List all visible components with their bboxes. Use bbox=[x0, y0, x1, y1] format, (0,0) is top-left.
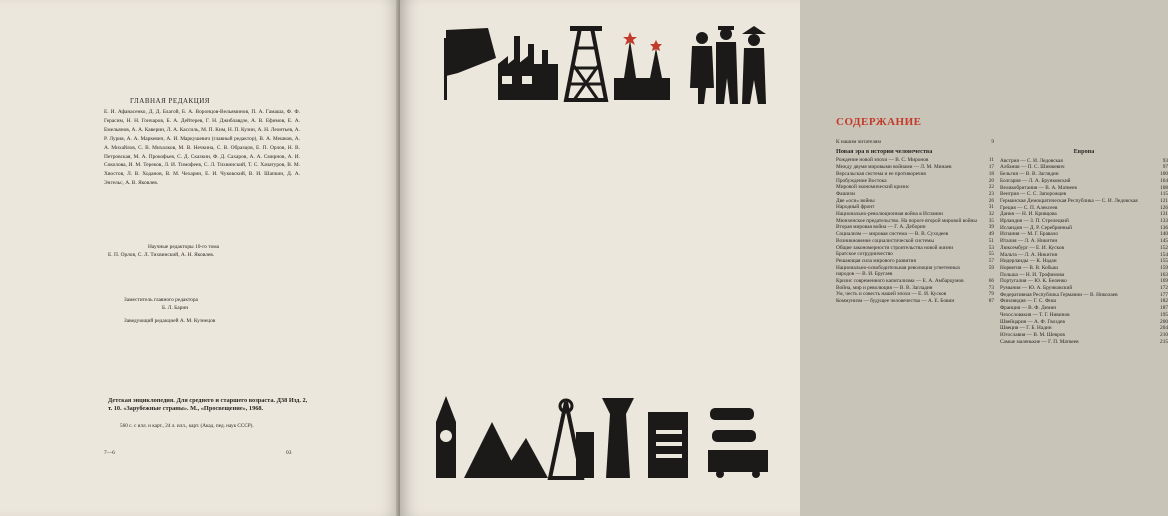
contents-entry-page: 108 bbox=[1160, 184, 1168, 191]
contents-entry-page: 55 bbox=[988, 251, 994, 258]
contents-entry bbox=[836, 258, 994, 265]
contents-entry-title: Португалия — Ю. К. Беленко bbox=[1000, 278, 1067, 285]
contents-entry bbox=[836, 231, 994, 238]
contents-entry-title: Социализм — мировая система — В. В. Суходеев bbox=[836, 231, 949, 238]
science-editors bbox=[108, 243, 298, 259]
contents-entry-title: Версальская система и ее противоречия bbox=[836, 170, 926, 177]
contents-entry-page: 172 bbox=[1160, 285, 1168, 292]
contents-entry bbox=[836, 171, 994, 178]
contents-column-1 bbox=[836, 139, 994, 305]
contents-entry bbox=[836, 139, 994, 146]
editorial-board-list: Е. И. Афанасенко, Д. Д. Благой, Б. А. Воронцов-Вельяминов, П. А. Гамаша, Ф. Ф. Герасим, Н. Н. Гончаров, Б. А. Дейтерев, Г. Н. Джиблавдзе, А. В. Ефимов, Е. А. Емельянов, А. А. Каверин, Л. А. Кассиль, М. П. Ким, Н. П. Кузин, А. Н. Леонтьев, А. Р. Лурия, А. А. Маркевич, А. И. Маркушевич (главный редактор), В. А. Мешков, А. А. Михайлов, С. В. Михалков, М. В. Нечкина, С. В. Образцов, Е. П. Орлов, Н. В. Петровская, М. А. Прокофьев, С. Д. Сказкин, Ф. Д. Сахаров, А. А. Смирнов, А. И. Соколова, И. М. Тереков, Л. И. Тимофеев, С. Л. Тихвинский, Т. С. Хачатуров, В. М. Хвостов, Л. В. Ходанов, В. М. Чехарин, Е. И. Чуковский, В. И. Шапкин, Д. А. Энгельс, А. В. Яковлев. bbox=[104, 109, 300, 187]
contents-entry-page: 66 bbox=[988, 278, 994, 285]
contents-entry-page: 204 bbox=[1160, 325, 1168, 332]
contents-entry-title: Ум, честь и совесть нашей эпохи — Е. И. Кусков bbox=[836, 291, 947, 298]
contents-entry-title: Возникновение социалистической системы bbox=[836, 237, 934, 244]
contents-entry bbox=[1000, 298, 1168, 305]
contents-entry-page: 121 bbox=[1160, 197, 1168, 204]
contents-entry-page: 18 bbox=[988, 170, 994, 177]
contents-entry-page: 87 bbox=[988, 298, 994, 305]
deputy-name: Б. Л. Барин bbox=[162, 305, 189, 311]
contents-entry-title: Франция — В. Ф. Демин bbox=[1000, 305, 1057, 312]
industrial-vignette-icon bbox=[436, 18, 776, 110]
contents-entry-page: 140 bbox=[1160, 231, 1168, 238]
contents-entry bbox=[836, 164, 994, 171]
contents-entry-title: Мальта — Л. А. Никитин bbox=[1000, 251, 1058, 258]
science-editors-names: Е. П. Орлов, С. Л. Тихвинский, А. Н. Яковлев. bbox=[108, 252, 215, 258]
contents-entry-title: Пробуждение Востока bbox=[836, 177, 887, 184]
contents-entry-title: Война, мир и революция — В. В. Загладин bbox=[836, 284, 933, 291]
department-head: Заведующий редакцией А. М. Кузнецов bbox=[124, 318, 216, 324]
contents-entry-title: Бельгия — В. В. Заглядин bbox=[1000, 171, 1059, 178]
contents-entry-title: Польша — Н. И. Трофимова bbox=[1000, 271, 1065, 278]
contents-entry bbox=[836, 211, 994, 218]
contents-entry-title: Кризис современного капитализма — Е. А. Амбарцумов bbox=[836, 278, 964, 285]
contents-entry-page: 115 bbox=[1160, 191, 1168, 198]
contents-entry-page: 73 bbox=[988, 284, 994, 291]
contents-entry bbox=[1000, 285, 1168, 292]
contents-entry bbox=[836, 245, 994, 252]
contents-entry bbox=[1000, 332, 1168, 339]
contents-entry-page: 210 bbox=[1160, 331, 1168, 338]
contents-entry-page: 155 bbox=[1160, 258, 1168, 265]
footer-code: 7—6 bbox=[104, 450, 115, 456]
contents-entry bbox=[836, 278, 994, 285]
contents-entry-title: Ирландия — З. П. Стрелецкий bbox=[1000, 218, 1069, 225]
contents-entry-page: 51 bbox=[988, 237, 994, 244]
contents-entry-title: Болгария — Л. А. Брунковский bbox=[1000, 177, 1071, 184]
contents-entry-title: Исландия — Д. Р. Серебрянный bbox=[1000, 224, 1072, 231]
contents-entry-title: Фашизм bbox=[836, 190, 855, 197]
bibliographic-entry: Детская энциклопедия. Для среднего и старшего возраста. Д38 Изд. 2, т. 10. «Зарубежные страны». М., «Просвещение», 1968. bbox=[108, 397, 308, 413]
contents-entry-page: 22 bbox=[988, 184, 994, 191]
contents-section-heading: Европа bbox=[1073, 148, 1095, 155]
contents-entry-title: Люксембург — Е. И. Кусков bbox=[1000, 244, 1064, 251]
right-page bbox=[400, 0, 1168, 516]
contents-entry bbox=[836, 298, 994, 305]
contents-section-heading: Новая эра в истории человечества bbox=[836, 147, 933, 155]
bibliographic-details: 560 с. с илл. и карт., 24 л. илл., карт. (Акад. пед. наук СССР). bbox=[120, 423, 254, 429]
contents-entry bbox=[1000, 325, 1168, 332]
contents-entry-title: Мировой экономический кризис bbox=[836, 184, 910, 191]
contents-entry-title: Мюнхенское предательство. На пороге второй мировой войны bbox=[836, 217, 977, 224]
contents-entry-title: Федеративная Республика Германии — В. Николаев bbox=[1000, 291, 1118, 298]
contents-entry bbox=[1000, 272, 1168, 279]
deputy-label: Заместитель главного редактора bbox=[124, 297, 198, 303]
contents-entry-page: 57 bbox=[988, 257, 994, 264]
contents-entry-page: 26 bbox=[988, 197, 994, 204]
contents-entry-page: 187 bbox=[1160, 305, 1168, 312]
contents-entry-page: 35 bbox=[988, 217, 994, 224]
contents-entry-title: Германская Демократическая Республика — С. И. Ледовская bbox=[1000, 197, 1138, 204]
contents-entry-title: Рождение новой эпохи — В. С. Миронов bbox=[836, 157, 929, 164]
footer-number: 03 bbox=[286, 450, 292, 456]
contents-entry-title: Швеция — Г. Б. Надин bbox=[1000, 325, 1052, 332]
contents-entry-title: Дания — Н. И. Кривцова bbox=[1000, 211, 1057, 218]
contents-entry bbox=[1000, 171, 1168, 178]
contents-entry-page: 163 bbox=[1160, 271, 1168, 278]
contents-entry bbox=[1000, 339, 1168, 346]
contents-entry-title: Коммунизм — будущее человечества — А. Е. Бовин bbox=[836, 298, 955, 305]
contents-entry-title: Испания — М. Г. Бравало bbox=[1000, 231, 1059, 238]
contents-entry-page: 182 bbox=[1160, 298, 1168, 305]
contents-entry bbox=[836, 238, 994, 245]
contents-entry-page: 49 bbox=[988, 231, 994, 238]
contents-entry bbox=[1000, 252, 1168, 259]
contents-entry-title: Народный фронт bbox=[836, 204, 875, 211]
contents-entry bbox=[1000, 292, 1168, 299]
contents-entry bbox=[836, 251, 994, 258]
contents-entry bbox=[836, 184, 994, 191]
left-page bbox=[0, 0, 400, 516]
contents-entry-page: 200 bbox=[1160, 318, 1168, 325]
contents-entry-page: 32 bbox=[988, 211, 994, 218]
contents-entry bbox=[1000, 185, 1168, 192]
contents-entry bbox=[836, 224, 994, 231]
contents-entry-page: 59 bbox=[988, 264, 994, 271]
contents-entry-page: 17 bbox=[988, 164, 994, 171]
contents-entry bbox=[1000, 191, 1168, 198]
contents-entry bbox=[1000, 164, 1168, 171]
contents-entry bbox=[1000, 312, 1168, 319]
contents-entry-page: 126 bbox=[1160, 204, 1168, 211]
contents-title: СОДЕРЖАНИЕ bbox=[836, 116, 922, 128]
contents-entry-page: 177 bbox=[1160, 291, 1168, 298]
contents-entry-title: Греция — С. П. Алексеев bbox=[1000, 204, 1058, 211]
contents-entry-title: Нидерланды — К. Надан bbox=[1000, 258, 1057, 265]
contents-entry-title: Чехословакия — Т. Г. Нивинов bbox=[1000, 311, 1070, 318]
contents-entry-title: Румыния — Ю. А. Брунковский bbox=[1000, 285, 1073, 292]
contents-entry bbox=[1000, 231, 1168, 238]
contents-entry-title: Две «оси» войны bbox=[836, 197, 875, 204]
contents-entry bbox=[1000, 319, 1168, 326]
europe-vignette-icon bbox=[430, 392, 780, 484]
contents-entry-page: 133 bbox=[1160, 218, 1168, 225]
contents-entry-page: 11 bbox=[988, 157, 994, 164]
contents-entry bbox=[836, 191, 994, 198]
contents-entry-page: 97 bbox=[1162, 164, 1168, 171]
contents-entry-page: 159 bbox=[1160, 264, 1168, 271]
contents-entry-page: 20 bbox=[988, 177, 994, 184]
contents-entry-title: Между двумя мировыми войнами — Л. М. Минаев bbox=[836, 164, 952, 171]
contents-entry bbox=[1000, 198, 1168, 205]
contents-entry-title: Югославия — В. М. Шевров bbox=[1000, 331, 1065, 338]
contents-entry-page: 100 bbox=[1160, 171, 1168, 178]
contents-entry bbox=[1000, 205, 1168, 212]
contents-entry-title: Национально-освободительная революция угнетенных народов — В. И. Бругаев bbox=[836, 264, 961, 278]
contents-entry-page: 145 bbox=[1160, 238, 1168, 245]
deputy-editor bbox=[124, 296, 294, 312]
contents-entry-title: Финляндия — Г. С. Фиш bbox=[1000, 298, 1057, 305]
contents-entry-page: 104 bbox=[1160, 177, 1168, 184]
contents-entry-title: Братское сотрудничество bbox=[836, 251, 893, 258]
contents-entry-page: 215 bbox=[1160, 338, 1168, 345]
contents-column-2 bbox=[1000, 146, 1168, 345]
contents-entry-page: 195 bbox=[1160, 311, 1168, 318]
contents-entry bbox=[1000, 245, 1168, 252]
contents-entry-title: Общие закономерности строительства новой жизни bbox=[836, 244, 954, 251]
contents-entry bbox=[1000, 238, 1168, 245]
contents-entry-title: Швейцария — А. Ф. Гвоздев bbox=[1000, 318, 1065, 325]
contents-entry-title: Великобритания — В. А. Матвеев bbox=[1000, 184, 1077, 191]
contents-entry-page: 136 bbox=[1160, 224, 1168, 231]
contents-entry-title: Италия — Л. А. Никитин bbox=[1000, 238, 1058, 245]
contents-entry-page: 169 bbox=[1160, 278, 1168, 285]
contents-entry-page: 131 bbox=[1160, 211, 1168, 218]
contents-entry-page: 9 bbox=[991, 139, 994, 145]
contents-entry-title: Национально-революционная война в Испании bbox=[836, 211, 943, 218]
contents-entry bbox=[1000, 265, 1168, 272]
contents-entry-title: Венгрия — С. С. Запорожцев bbox=[1000, 191, 1067, 198]
editorial-board-title: ГЛАВНАЯ РЕДАКЦИЯ bbox=[130, 97, 210, 105]
contents-entry-page: 23 bbox=[988, 190, 994, 197]
contents-entry bbox=[836, 265, 994, 278]
contents-entry-page: 154 bbox=[1160, 251, 1168, 258]
contents-entry-title: Решающая сила мирового развития bbox=[836, 257, 916, 264]
contents-entry-title: Норвегия — В. В. Кобыш bbox=[1000, 264, 1058, 271]
contents-entry-page: 79 bbox=[988, 291, 994, 298]
contents-entry-page: 53 bbox=[988, 244, 994, 251]
contents-entry-title: К нашим читателям bbox=[836, 139, 881, 145]
contents-entry-title: Самые маленькие — Г. П. Матвеев bbox=[1000, 338, 1079, 345]
contents-entry-title: Вторая мировая война — Г. А. Деборин bbox=[836, 224, 926, 231]
contents-entry bbox=[1000, 305, 1168, 312]
contents-entry bbox=[1000, 178, 1168, 185]
contents-entry-title: Албания — П. С. Шимкевич bbox=[1000, 164, 1065, 171]
contents-entry bbox=[1000, 258, 1168, 265]
contents-entry-page: 31 bbox=[988, 204, 994, 211]
science-editors-label: Научные редакторы 10-го тома bbox=[148, 244, 219, 250]
contents-entry-page: 39 bbox=[988, 224, 994, 231]
contents-entry-page: 152 bbox=[1160, 244, 1168, 251]
contents-entry-page: 93 bbox=[1162, 157, 1168, 164]
contents-entry bbox=[1000, 218, 1168, 225]
contents-entry bbox=[1000, 225, 1168, 232]
contents-entry-title: Австрия — С. И. Ледовская bbox=[1000, 157, 1063, 164]
